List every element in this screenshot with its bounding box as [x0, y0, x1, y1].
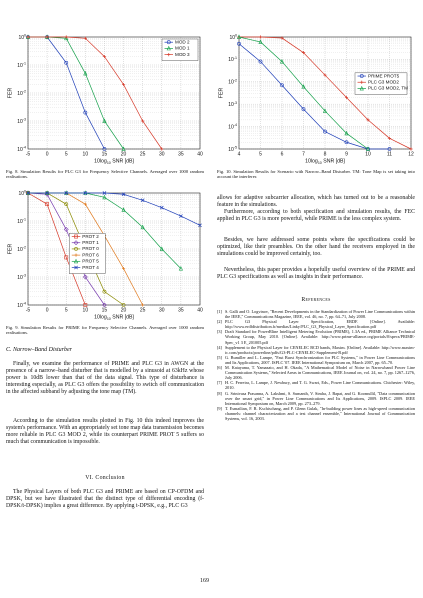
x-tick-label: 7 — [302, 151, 305, 158]
reference-text: S. Galli and O. Logvinov, "Recent Developments in the Standardization of Power Line Communications within the IEEE," Communications Magazine, IEEE, vol. 46, no. 7, pp. 64–71, July 2008. — [225, 309, 415, 320]
y-tick-label: $10^{-2}$ — [17, 245, 26, 253]
y-tick-label: $10^{-2}$ — [228, 78, 237, 86]
paragraph: According to the simulation results plotted in Fig. 10 this indeed improves the system's performance. With an appropriately set tone map data transmission becomes more reliable in PLC G3 MOD 2, while its counterpart PRIME PROT 5 suffers so much that communication is impossible. — [6, 418, 204, 446]
reference-number: [9] — [217, 405, 222, 411]
legend-label: PROT 5 — [82, 258, 99, 264]
y-tick-label: $10^{-4}$ — [17, 301, 26, 309]
reference-number: [6] — [217, 365, 222, 371]
y-tick-label: $10^{-4}$ — [228, 123, 237, 131]
paragraph: allows for adaptive subcarrier allocation, which has turned out to be a reasonable feature in the simulations. — [217, 195, 415, 209]
x-tick-label: -5 — [25, 307, 31, 314]
x-tick-label: 5 — [64, 307, 68, 314]
fig8-caption: Fig. 8. Simulation Results for PLC G3 for Frequency Selective Channels. Averaged over 1000 random realisations. — [6, 169, 204, 180]
x-tick-label: 35 — [178, 307, 184, 314]
y-axis-label: FER — [218, 87, 225, 99]
legend-label: MOD 2 — [175, 39, 190, 45]
x-tick-label: -5 — [25, 151, 31, 158]
x-tick-label: 10 — [82, 307, 89, 314]
legend-label: PROT 1 — [82, 240, 99, 246]
legend — [162, 39, 198, 61]
x-tick-label: 20 — [120, 151, 127, 158]
reference-item — [217, 319, 415, 329]
reference-number: [5] — [217, 354, 222, 360]
y-tick-label: $10^{-1}$ — [228, 56, 237, 64]
legend-entry — [72, 240, 99, 245]
x-tick-label: 15 — [101, 151, 108, 158]
y-tick-label: $10^0$ — [18, 189, 26, 197]
reference-text: G. Bumiller and L. Lampe, "Fast Burst Synchronization for PLC Systems," in Power Line Communications and Its Applications, 2007. ISPLC '07. IEEE International Symposium on, March 2007, pp. 65–70. — [225, 354, 415, 365]
reference-number: [7] — [217, 380, 222, 386]
x-tick-label: 10 — [82, 151, 89, 158]
x-tick-label: 11 — [386, 151, 393, 158]
paragraph: Finally, we examine the performance of PRIME and PLC G3 in AWGN at the presence of a narrow–band disturber that is modelled by a sinusoid at 63kHz whose power is 10dB lower than that of the data signal. This type of disturbance is interesting especially, as PLC G3 offers the possibility to switch off communication in the affected subband by adjusting the tone map (TM). — [6, 361, 204, 396]
y-tick-label: $10^{-1}$ — [17, 217, 26, 225]
y-tick-label: $10^0$ — [229, 33, 237, 41]
y-tick-label: $10^0$ — [18, 33, 26, 41]
paragraph: Nevertheless, this paper provides a hopefully useful overview of the PRIME and PLC G3 specifications as well as insights in their performance. — [217, 267, 415, 281]
reference-text: Supplement to the Physical Layer for CENELEC BCD bands, Maxim. [Online]. Available: http://www.maxim-ic.com/products/powerline/pdfs/G3-PLC-CENELEC-Supplement-B.pdf — [225, 344, 415, 355]
reference-text: Draft Standard for PowerRline Intelligent Metering Evolution (PRIME), 1.3A ed., PRIME Alliance Technical Working Group, May 2010. [Online]. Available: http://www.prime-alliance.org/portals/0/specs/PRIME-Spec_v1 3 E_201005.pdf — [225, 329, 415, 345]
fig9-caption: Fig. 9. Simulation Results for PRIME for Frequency Selective Channels. Averaged over 1000 random realisations. — [6, 325, 204, 336]
x-tick-label: 0 — [45, 307, 49, 314]
x-axis-label: $10\log_{10}$ SNR [dB] — [305, 158, 345, 165]
legend-label: PROT 2 — [82, 233, 99, 239]
x-tick-label: 4 — [237, 151, 241, 158]
x-tick-label: 8 — [323, 151, 327, 158]
y-axis-label: FER — [7, 87, 14, 99]
x-tick-label: 30 — [158, 151, 165, 158]
x-tick-label: 6 — [280, 151, 284, 158]
references-title: References — [301, 297, 331, 303]
fig8-chart — [6, 33, 206, 165]
reference-text: G. Srinivasa Prasanna, A. Lakshmi, S. Sumanth, V. Simha, J. Bapat, and G. Koomullil, "Data communication over the smart grid," in Power Line Communications and Its Applications, 2009. ISPLC 2009. IEEE International Symposium on, March 2009, pp. 273–279. — [225, 390, 415, 406]
legend — [355, 73, 408, 95]
reference-item — [217, 365, 415, 380]
reference-item — [217, 406, 415, 421]
reference-item — [217, 329, 415, 344]
x-tick-label: 30 — [158, 307, 165, 314]
x-tick-label: 25 — [139, 307, 146, 314]
legend-label: PROT 6 — [82, 252, 99, 258]
reference-item — [217, 309, 415, 319]
reference-list — [217, 309, 415, 421]
x-tick-label: 20 — [120, 307, 127, 314]
fig10-chart — [217, 33, 417, 165]
reference-item — [217, 355, 415, 365]
x-tick-label: 12 — [408, 151, 414, 158]
x-axis-label: $10\log_{10}$ SNR [dB] — [94, 314, 134, 321]
legend-label: PLC G3 MOD2, TM — [368, 85, 408, 91]
reference-number: [1] — [217, 309, 222, 314]
x-axis-label: $10\log_{10}$ SNR [dB] — [94, 158, 134, 165]
legend-label: PRIME PROT5 — [368, 73, 400, 79]
legend-label: PROT 4 — [82, 264, 99, 270]
x-tick-label: 40 — [197, 151, 203, 158]
y-tick-label: $10^{-3}$ — [17, 117, 26, 125]
reference-item — [217, 391, 415, 406]
reference-item — [217, 345, 415, 355]
page-number: 169 — [200, 578, 209, 584]
reference-item — [217, 380, 415, 390]
fig10-caption: Fig. 10. Simulation Results for Scenario with Narrow–Band Disturber. TM: Tone Map is set taking into account the interferer. — [217, 169, 415, 180]
x-tick-label: 5 — [259, 151, 262, 158]
paragraph: Besides, we have addressed some points where the specifications could be optimized, like their preambles. On the other hand the receivers employed in the simulations could be improved certainly, too. — [217, 237, 415, 258]
x-tick-label: 25 — [139, 151, 146, 158]
reference-number: [8] — [217, 390, 222, 396]
x-tick-label: 15 — [101, 307, 108, 314]
paragraph: Furthermore, according to both specification and simulation results, the FEC applied in PLC G3 is more powerful, while PRIME is the less complex system. — [217, 209, 415, 223]
x-tick-label: 0 — [45, 151, 49, 158]
reference-text: M. Katayama, T. Yamazato, and H. Okada, "A Mathematical Model of Noise in Narrowband Power Line Communication Systems," Selected Areas in Communications, IEEE Journal on, vol. 24, no. 7, pp. 1267–1276, July 2006. — [225, 365, 415, 381]
section-title: VI. Conclusion — [85, 475, 125, 481]
y-tick-label: $10^{-1}$ — [17, 61, 26, 69]
y-tick-label: $10^{-2}$ — [17, 89, 26, 97]
reference-text: H. C. Ferreira, L. Lampe, J. Newbury, and T. G. Swart, Eds., Power Line Communications. Chichester: Wiley, 2010. — [225, 380, 415, 391]
x-tick-label: 40 — [197, 307, 203, 314]
reference-number: [2] — [217, 319, 222, 325]
fig9-chart — [6, 189, 206, 321]
reference-text: T. Esmailian, F. R. Kschischang, and P. Glenn Gulak, "In-building power lines as high-speed communication channels: channel characterization and a test channel ensemble," International Journal of Communication Systems, vol. 16, 2003. — [225, 405, 415, 421]
x-tick-label: 5 — [64, 151, 68, 158]
y-tick-label: $10^{-3}$ — [228, 100, 237, 108]
legend-entry — [72, 259, 99, 264]
y-axis-label: FER — [7, 243, 14, 255]
subsection-title: C. Narrow–Band Disturber — [6, 347, 72, 353]
x-tick-label: 35 — [178, 151, 184, 158]
legend-label: MOD 1 — [175, 45, 190, 51]
y-tick-label: $10^{-3}$ — [17, 273, 26, 281]
reference-number: [3] — [217, 329, 222, 335]
legend-label: MOD 3 — [175, 51, 190, 57]
y-tick-label: $10^{-5}$ — [228, 145, 237, 153]
legend — [69, 233, 105, 273]
legend-label: PLC G3 MOD2 — [368, 79, 399, 85]
legend-label: PROT 0 — [82, 246, 99, 252]
paragraph: The Physical Layers of both PLC G3 and PRIME are based on CP-OFDM and DPSK, but we have illustrated that the distinct type of differential encoding (f-DPSK/t-DPSK) implies a great difference. By applying t-DPSK, e.g., PLC G3 — [6, 489, 204, 510]
x-tick-label: 9 — [345, 151, 348, 158]
y-tick-label: $10^{-4}$ — [17, 145, 26, 153]
x-tick-label: 10 — [365, 151, 371, 158]
reference-number: [4] — [217, 344, 222, 350]
reference-text: PLC G3 Physical Layer Specification, ERDF. [Online]. Available: http://www.erdfdistribution.fr/medias/Linky/PLC_G3_Physical_Layer_Specification.pdf — [225, 319, 415, 330]
